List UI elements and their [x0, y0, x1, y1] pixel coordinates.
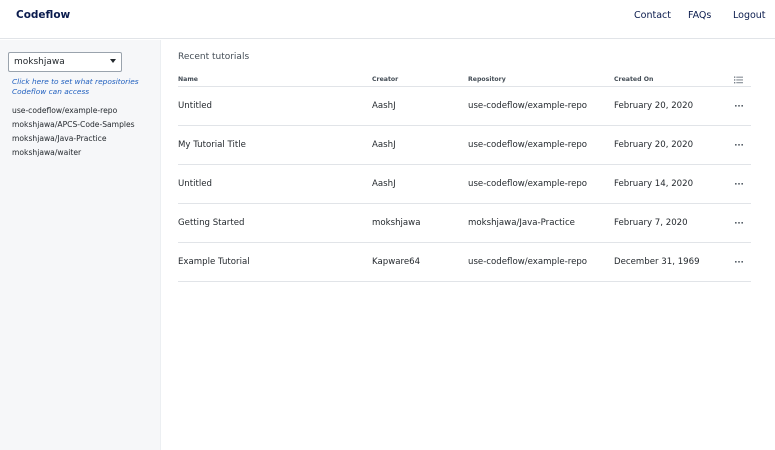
more-dots-icon[interactable]	[735, 142, 744, 148]
cell-created-on: February 20, 2020	[614, 140, 694, 150]
cell-created-on: February 14, 2020	[614, 179, 694, 189]
page-title: Recent tutorials	[178, 52, 250, 62]
cell-creator: AashJ	[372, 179, 396, 189]
brand-logo[interactable]: Codeflow	[16, 9, 71, 21]
cell-repository: mokshjawa/Java-Practice	[468, 218, 575, 228]
cell-name: Getting Started	[178, 218, 245, 228]
cell-repository: use-codeflow/example-repo	[468, 257, 588, 267]
column-header-creator: Creator	[372, 76, 399, 83]
column-header-created-on: Created On	[614, 76, 654, 83]
cell-repository: use-codeflow/example-repo	[468, 140, 588, 150]
user-select-value: mokshjawa	[14, 57, 65, 67]
more-dots-icon[interactable]	[735, 181, 744, 187]
cell-repository: use-codeflow/example-repo	[468, 179, 588, 189]
table-row[interactable]	[178, 165, 751, 204]
cell-name: Untitled	[178, 101, 212, 111]
column-header-name: Name	[178, 76, 198, 83]
cell-name: Untitled	[178, 179, 212, 189]
repository-item[interactable]: mokshjawa/Java-Practice	[12, 134, 107, 143]
nav-contact-link[interactable]: Contact	[634, 10, 671, 21]
cell-name: Example Tutorial	[178, 257, 250, 267]
list-icon[interactable]	[734, 76, 743, 84]
table-row[interactable]	[178, 204, 751, 243]
cell-name: My Tutorial Title	[178, 140, 246, 150]
repository-access-link[interactable]: Click here to set what repositories Codeflow can access	[12, 77, 139, 96]
table-row[interactable]	[178, 243, 751, 282]
more-dots-icon[interactable]	[735, 220, 744, 226]
cell-creator: mokshjawa	[372, 218, 421, 228]
sidebar	[0, 40, 161, 450]
table-row[interactable]	[178, 87, 751, 126]
cell-created-on: February 20, 2020	[614, 101, 694, 111]
cell-creator: Kapware64	[372, 257, 421, 267]
repository-item[interactable]: use-codeflow/example-repo	[12, 106, 118, 115]
cell-creator: AashJ	[372, 140, 396, 150]
nav-faqs-link[interactable]: FAQs	[688, 10, 712, 21]
table-row[interactable]	[178, 126, 751, 165]
repository-item[interactable]: mokshjawa/APCS-Code-Samples	[12, 120, 135, 129]
column-header-repository: Repository	[468, 76, 506, 83]
cell-created-on: February 7, 2020	[614, 218, 688, 228]
cell-creator: AashJ	[372, 101, 396, 111]
more-dots-icon[interactable]	[735, 259, 744, 265]
caret-down-icon	[110, 59, 116, 63]
cell-created-on: December 31, 1969	[614, 257, 700, 267]
user-select[interactable]	[8, 52, 122, 72]
repository-item[interactable]: mokshjawa/waiter	[12, 148, 82, 157]
nav-logout-link[interactable]: Logout	[733, 10, 766, 21]
cell-repository: use-codeflow/example-repo	[468, 101, 588, 111]
more-dots-icon[interactable]	[735, 103, 744, 109]
repository-list	[12, 104, 135, 160]
top-header	[0, 0, 775, 39]
